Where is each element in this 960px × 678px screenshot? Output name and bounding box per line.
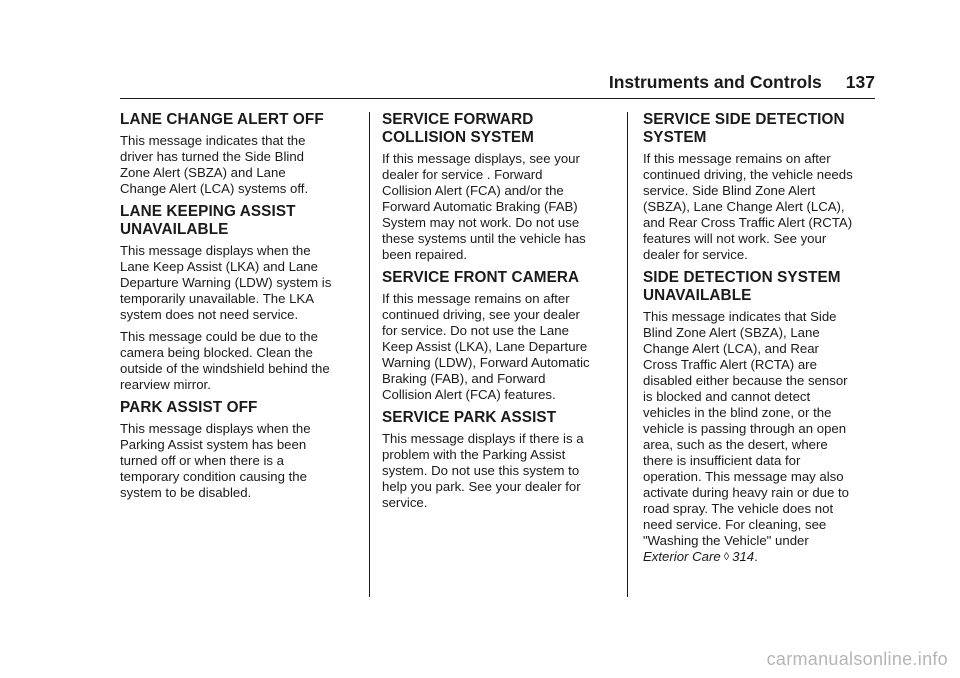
column-divider bbox=[369, 112, 370, 597]
section-heading: SERVICE FORWARD COLLISION SYSTEM bbox=[382, 111, 535, 146]
paragraph: This message displays when the Parking Assist system has been turned off or when there is a temporary condition causing the system to be disabled. bbox=[120, 421, 311, 500]
cross-reference[interactable] bbox=[643, 549, 879, 565]
page-header bbox=[120, 70, 875, 99]
section-heading: SIDE DETECTION SYSTEM UNAVAILABLE bbox=[643, 269, 841, 304]
section-side-detection-system-unavailable bbox=[643, 269, 879, 565]
column-3 bbox=[643, 111, 879, 571]
section-heading: PARK ASSIST OFF bbox=[120, 399, 258, 416]
paragraph: If this message displays, see your dealer for service . Forward Collision Alert (FCA) and/or the Forward Automatic Braking (FAB) System may not work. Do not use these systems until the vehicle has been repaired. bbox=[382, 151, 586, 262]
section-lane-change-alert-off bbox=[120, 111, 358, 197]
paragraph: This message indicates that the driver has turned the Side Blind Zone Alert (SBZA) and Lane Change Alert (LCA) systems off. bbox=[120, 133, 309, 196]
page-reference-icon: ◊ bbox=[723, 551, 730, 563]
section-lane-keeping-assist-unavailable bbox=[120, 203, 358, 393]
paragraph: This message could be due to the camera being blocked. Clean the outside of the windshield behind the rearview mirror. bbox=[120, 329, 330, 392]
cross-reference-period: . bbox=[754, 549, 758, 564]
paragraph: This message indicates that Side Blind Zone Alert (SBZA), Lane Change Alert (LCA), and Rear Cross Traffic Alert (RCTA) are disabled either because the sensor is blocked and cannot detect vehicles in the blind zone, or the vehicle is passing through an open area, such as the desert, where there is insufficient data for operation. This message may also activate during heavy rain or due to road spray. The vehicle does not need service. For cleaning, see "Washing the Vehicle" under bbox=[643, 309, 849, 548]
section-heading: LANE CHANGE ALERT OFF bbox=[120, 111, 324, 128]
section-service-side-detection-system bbox=[643, 111, 879, 263]
column-1 bbox=[120, 111, 358, 507]
watermark: carmanualsonline.info bbox=[766, 649, 948, 669]
cross-reference-title[interactable]: Exterior Care bbox=[643, 549, 721, 564]
section-service-park-assist bbox=[382, 409, 612, 511]
section-heading: SERVICE SIDE DETECTION SYSTEM bbox=[643, 111, 845, 146]
column-divider bbox=[627, 112, 628, 597]
cross-reference-page[interactable]: 314 bbox=[732, 549, 755, 564]
section-service-forward-collision-system bbox=[382, 111, 612, 263]
section-title: Instruments and Controls bbox=[608, 72, 822, 92]
section-heading: SERVICE FRONT CAMERA bbox=[382, 269, 580, 286]
section-park-assist-off bbox=[120, 399, 358, 501]
paragraph: If this message remains on after continued driving, see your dealer for service. Do not use the Lane Keep Assist (LKA), Lane Departure Warning (LDW), Forward Automatic Braking (FAB), and Forward Collision Alert (FCA) features. bbox=[382, 291, 590, 402]
paragraph: This message displays when the Lane Keep Assist (LKA) and Lane Departure Warning (LDW) system is temporarily unavailable. The LKA system does not need service. bbox=[120, 243, 332, 322]
column-2 bbox=[382, 111, 612, 517]
section-service-front-camera bbox=[382, 269, 612, 403]
page-number: 137 bbox=[845, 72, 875, 92]
paragraph: If this message remains on after continued driving, the vehicle needs service. Side Blind Zone Alert (SBZA), Lane Change Alert (LCA), and Rear Cross Traffic Alert (RCTA) features will not work. See your dealer for service. bbox=[643, 151, 853, 262]
section-heading: LANE KEEPING ASSIST UNAVAILABLE bbox=[120, 203, 296, 238]
section-heading: SERVICE PARK ASSIST bbox=[382, 409, 557, 426]
paragraph: This message displays if there is a problem with the Parking Assist system. Do not use this system to help you park. See your dealer for service. bbox=[382, 431, 584, 510]
